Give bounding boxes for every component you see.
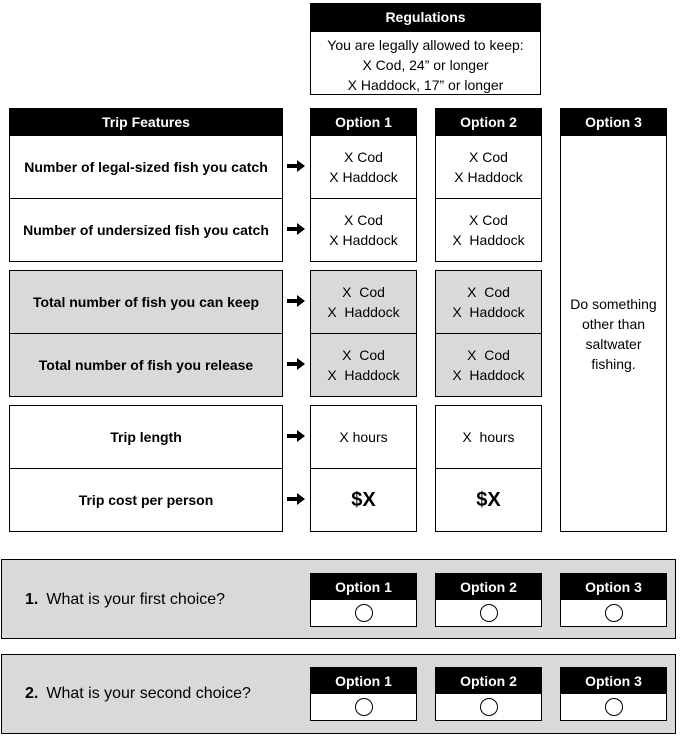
feature-label: Total number of fish you can keep	[32, 294, 260, 310]
value-line: X Haddock	[454, 169, 523, 185]
value-line: X Cod	[467, 347, 510, 363]
option-1-legal-fish	[310, 135, 417, 199]
option-1-fish-kept	[310, 270, 417, 334]
value-line: X Haddock	[452, 367, 525, 383]
q2-option-3-cell	[560, 693, 667, 721]
q1-option-2-radio[interactable]	[480, 604, 498, 622]
feature-label: Trip length	[110, 429, 182, 445]
q2-option-2-header: Option 2	[435, 667, 542, 694]
header-trip-features: Trip Features	[9, 108, 283, 136]
option-1-undersized-fish	[310, 198, 417, 262]
q1-option-1-cell	[310, 599, 417, 627]
regulations-box	[310, 31, 541, 95]
q2-option-1-radio[interactable]	[355, 698, 373, 716]
q1-option-1-header: Option 1	[310, 573, 417, 600]
arrow-right-icon	[287, 160, 305, 172]
q2-option-2-cell	[435, 693, 542, 721]
feature-fish-kept	[9, 270, 283, 334]
option-1-fish-released	[310, 333, 417, 397]
question-1-text	[25, 590, 225, 610]
q2-option-2-radio[interactable]	[480, 698, 498, 716]
question-2-number: 2.	[25, 685, 39, 702]
value-line: X Cod	[344, 149, 383, 165]
value-line: X hours	[462, 429, 515, 445]
regulations-line-1: You are legally allowed to keep:	[327, 37, 524, 53]
value-line: $X	[351, 489, 376, 511]
q2-option-1-header: Option 1	[310, 667, 417, 694]
value-line: X hours	[339, 429, 388, 445]
option-3-line-4: fishing.	[591, 355, 636, 372]
option-1-trip-cost	[310, 468, 417, 532]
arrow-right-icon	[287, 223, 305, 235]
header-option-2: Option 2	[435, 108, 542, 136]
q1-option-3-header: Option 3	[560, 573, 667, 600]
value-line: $X	[476, 489, 501, 511]
q2-option-3-radio[interactable]	[605, 698, 623, 716]
q1-option-1-radio[interactable]	[355, 604, 373, 622]
value-line: X Cod	[344, 212, 383, 228]
q1-option-2-cell	[435, 599, 542, 627]
regulations-line-2: X Cod, 24” or longer	[362, 57, 489, 73]
option-3-description	[560, 135, 667, 532]
value-line: X Cod	[342, 347, 385, 363]
option-2-fish-kept	[435, 270, 542, 334]
option-3-line-2: other than	[581, 315, 646, 332]
value-line: X Cod	[469, 149, 508, 165]
header-option-3: Option 3	[560, 108, 667, 136]
feature-legal-fish-caught	[9, 135, 283, 199]
option-3-line-3: saltwater	[585, 335, 642, 352]
option-2-trip-cost	[435, 468, 542, 532]
value-line: X Haddock	[327, 367, 400, 383]
q2-option-1-cell	[310, 693, 417, 721]
value-line: X Haddock	[329, 169, 398, 185]
arrow-right-icon	[287, 295, 305, 307]
feature-trip-cost	[9, 468, 283, 532]
question-1-number: 1.	[25, 591, 39, 608]
question-1-label: What is your first choice?	[46, 591, 226, 608]
feature-label: Number of legal-sized fish you catch	[24, 159, 268, 175]
option-2-legal-fish	[435, 135, 542, 199]
feature-label: Trip cost per person	[78, 492, 214, 508]
feature-trip-length	[9, 405, 283, 469]
feature-fish-released	[9, 333, 283, 397]
arrow-right-icon	[287, 358, 305, 370]
feature-label: Number of undersized fish you catch	[23, 222, 269, 238]
value-line: X Cod	[467, 284, 510, 300]
arrow-right-icon	[287, 493, 305, 505]
value-line: X Haddock	[329, 232, 398, 248]
value-line: X Haddock	[327, 304, 400, 320]
header-option-1: Option 1	[310, 108, 417, 136]
option-2-trip-length	[435, 405, 542, 469]
q1-option-3-cell	[560, 599, 667, 627]
question-2-label: What is your second choice?	[46, 685, 251, 702]
value-line: X Haddock	[452, 232, 525, 248]
regulations-title: Regulations	[310, 3, 541, 31]
q1-option-3-radio[interactable]	[605, 604, 623, 622]
question-2-text	[25, 684, 251, 704]
regulations-line-3: X Haddock, 17” or longer	[347, 77, 504, 93]
feature-undersized-fish-caught	[9, 198, 283, 262]
value-line: X Cod	[342, 284, 385, 300]
value-line: X Cod	[469, 212, 508, 228]
q2-option-3-header: Option 3	[560, 667, 667, 694]
feature-label: Total number of fish you release	[38, 357, 254, 373]
arrow-right-icon	[287, 430, 305, 442]
option-2-fish-released	[435, 333, 542, 397]
option-1-trip-length	[310, 405, 417, 469]
option-3-line-1: Do something	[570, 295, 657, 312]
option-2-undersized-fish	[435, 198, 542, 262]
value-line: X Haddock	[452, 304, 525, 320]
q1-option-2-header: Option 2	[435, 573, 542, 600]
